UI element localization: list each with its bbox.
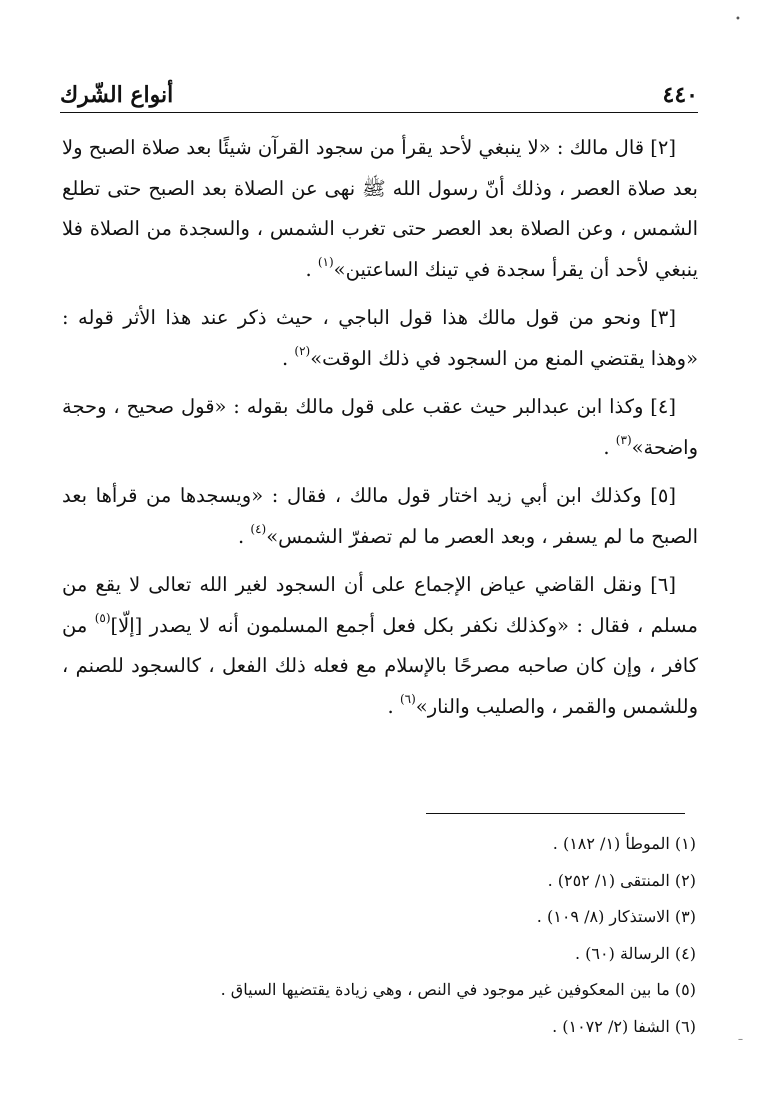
footnote-ref: (٦) xyxy=(399,691,416,706)
paragraph-end: . xyxy=(603,435,616,459)
footnote-ref: (٢) xyxy=(294,343,311,358)
page-number: ٤٤٠ xyxy=(662,82,698,108)
margin-mark: – xyxy=(738,1034,743,1045)
paragraph-text: [٤] وكذا ابن عبدالبر حيث عقب على قول مالك بقوله : «قول صحيح ، وحجة واضحة» xyxy=(62,395,698,459)
footnote-separator xyxy=(426,813,685,814)
paragraph-text: [٦] ونقل القاضي عياض الإجماع على أن السجود لغير الله تعالى لا يقع من مسلم ، فقال : «وكذلك نكفر بكل فعل أجمع المسلمون أنه لا يصدر [إلّا] xyxy=(62,573,698,637)
paragraph-5 xyxy=(62,476,698,557)
paragraph-end: . xyxy=(387,694,400,718)
page-header xyxy=(60,72,698,108)
footnote-ref: (٤) xyxy=(250,521,267,536)
paragraph-end: . xyxy=(237,524,251,548)
main-text xyxy=(62,128,698,735)
footnote-5: (٥) ما بين المعكوفين غير موجود في النص ، وهي زيادة يقتضيها السياق . xyxy=(220,980,696,999)
footnote-ref: (٥) xyxy=(94,610,111,625)
running-title: أنواع الشّرك xyxy=(60,82,174,108)
paragraph-text: [٥] وكذلك ابن أبي زيد اختار قول مالك ، فقال : «ويسجدها من قرأها بعد الصبح ما لم يسفر ، وبعد العصر ما لم تصفرّ الشمس» xyxy=(62,484,698,548)
header-rule xyxy=(60,112,698,113)
paragraph-end: . xyxy=(282,346,295,370)
paragraph-6 xyxy=(62,565,698,727)
footnote-6: (٦) الشفا (٢/ ١٠٧٢) . xyxy=(552,1016,696,1036)
footnote-3: (٣) الاستذكار (٨/ ١٠٩) . xyxy=(536,907,696,926)
footnote-1: (١) الموطأ (١/ ١٨٢) . xyxy=(552,834,696,853)
paragraph-3 xyxy=(62,298,698,379)
footnote-4: (٤) الرسالة (٦٠) . xyxy=(575,943,696,963)
footnote-ref: (٣) xyxy=(615,432,632,447)
footnote-2: (٢) المنتقى (١/ ٢٥٢) . xyxy=(547,870,696,890)
paragraph-text: [٢] قال مالك : «لا ينبغي لأحد يقرأ من سجود القرآن شيئًا بعد صلاة الصبح ولا بعد صلاة العصر ، وذلك أنّ رسول الله ﷺ نهى عن الصلاة بعد الصبح حتى تطلع الشمس ، وعن الصلاة بعد العصر حتى تغرب الشمس ، والسجدة من الصلاة فلا ينبغي لأحد أن يقرأ سجدة في تينك الساعتين» xyxy=(62,136,698,281)
margin-mark: • xyxy=(735,14,741,25)
paragraph-text: [٣] ونحو من قول مالك هذا قول الباجي ، حيث ذكر عند هذا الأثر قوله : «وهذا يقتضي المنع من السجود في ذلك الوقت» xyxy=(62,306,698,370)
paragraph-4 xyxy=(62,387,698,468)
paragraph-text: من كافر ، وإن كان صاحبه مصرحًا بالإسلام مع فعله ذلك الفعل ، كالسجود للصنم ، وللشمس والقمر ، والصليب والنار» xyxy=(62,613,698,718)
paragraph-2 xyxy=(62,128,698,290)
footnotes xyxy=(60,826,698,1045)
footnote-ref: (١) xyxy=(317,254,334,269)
paragraph-end: . xyxy=(305,257,318,281)
